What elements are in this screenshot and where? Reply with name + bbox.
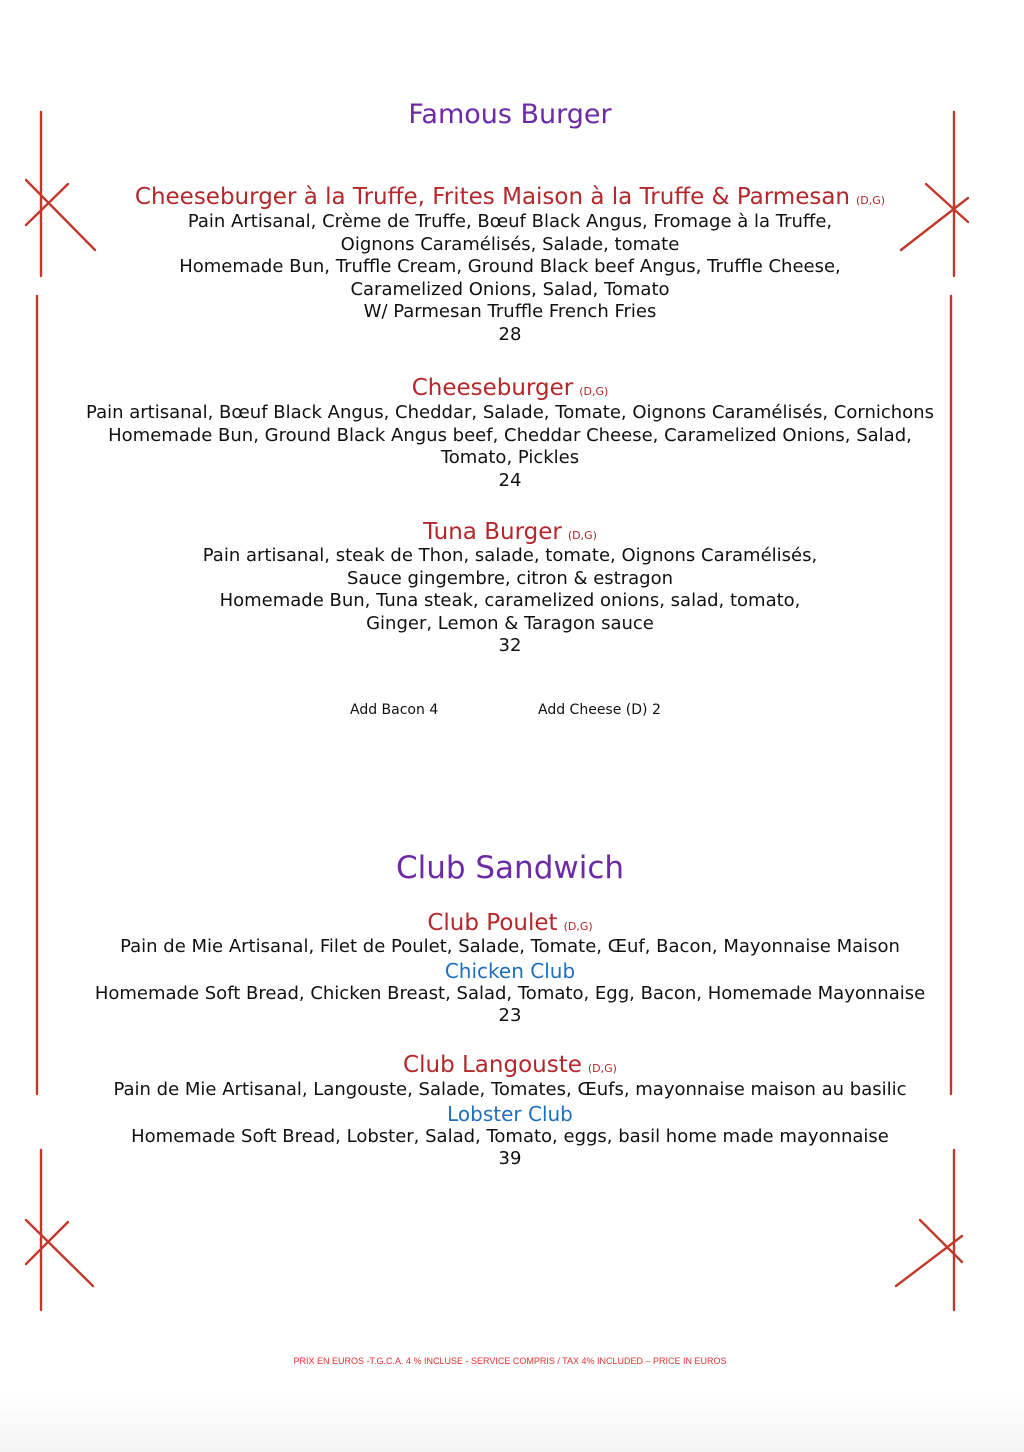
item-price: 32	[498, 635, 522, 656]
description-line: Homemade Bun, Truffle Cream, Ground Black beef Angus, Truffle Cheese,	[179, 256, 841, 277]
description-line: Pain Artisanal, Crème de Truffe, Bœuf Black Angus, Fromage à la Truffe,	[187, 211, 833, 232]
item-title: Club Poulet	[427, 910, 558, 936]
description-line: Oignons Caramélisés, Salade, tomate	[340, 233, 680, 255]
item-english-name: Chicken Club	[444, 958, 576, 983]
allergen-tag: (D,G)	[587, 1062, 617, 1075]
description-line: W/ Parmesan Truffle French Fries	[363, 301, 657, 322]
extra-cheese: Add Cheese (D) 2	[538, 702, 661, 718]
allergen-tag: (D,G)	[856, 194, 886, 207]
item-english-name: Lobster Club	[447, 1101, 573, 1126]
allergen-tag: (D,G)	[567, 529, 597, 542]
item-price: 24	[498, 469, 522, 491]
description-line: Ginger, Lemon & Taragon sauce	[366, 612, 654, 634]
description-line-fr: Pain de Mie Artisanal, Langouste, Salade, Tomates, Œufs, mayonnaise maison au basilic	[113, 1079, 907, 1100]
allergen-tag: (D,G)	[563, 920, 593, 933]
item-price: 23	[498, 1005, 522, 1026]
description-line: Tomato, Pickles	[440, 447, 580, 468]
description-line: Homemade Bun, Tuna steak, caramelized onions, salad, tomato,	[219, 590, 801, 611]
item-description-truffle-cheeseburger	[0, 211, 1020, 346]
extra-bacon: Add Bacon 4	[350, 702, 439, 718]
item-price: 39	[498, 1148, 522, 1169]
item-title: Club Langouste	[403, 1052, 582, 1078]
description-line: Sauce gingembre, citron & estragon	[346, 567, 674, 589]
description-line-fr: Pain de Mie Artisanal, Filet de Poulet, Salade, Tomate, Œuf, Bacon, Mayonnaise Maison	[120, 936, 900, 957]
item-description-tuna-burger	[0, 545, 1020, 658]
item-title: Cheeseburger à la Truffe, Frites Maison à la Truffe & Parmesan	[134, 184, 851, 210]
section-title-club-sandwich: Club Sandwich	[395, 850, 625, 886]
item-description-club-poulet	[0, 936, 1020, 1028]
star-ornament-bottom-right	[896, 1150, 962, 1310]
bottom-shade	[0, 1392, 1024, 1452]
description-line-en: Homemade Soft Bread, Lobster, Salad, Tomato, eggs, basil home made mayonnaise	[131, 1125, 889, 1147]
description-line: Homemade Bun, Ground Black Angus beef, Cheddar Cheese, Caramelized Onions, Salad,	[108, 424, 912, 446]
item-description-cheeseburger	[0, 402, 1020, 492]
footer-tax-notice: PRIX EN EUROS -T.G.C.A. 4 % INCLUSE - SERVICE COMPRIS / TAX 4% INCLUDED – PRICE IN EUROS	[293, 1356, 727, 1366]
section-title-burgers: Famous Burger	[408, 99, 612, 130]
item-title: Tuna Burger	[423, 519, 562, 545]
description-line: Caramelized Onions, Salad, Tomato	[350, 278, 670, 300]
star-ornament-bottom-left	[26, 1150, 93, 1310]
allergen-tag: (D,G)	[579, 385, 609, 398]
item-description-club-langouste	[0, 1079, 1020, 1171]
description-line: Pain artisanal, Bœuf Black Angus, Cheddar, Salade, Tomate, Oignons Caramélisés, Cornichons	[86, 402, 934, 423]
description-line: Pain artisanal, steak de Thon, salade, tomate, Oignons Caramélisés,	[202, 545, 818, 566]
description-line-en: Homemade Soft Bread, Chicken Breast, Salad, Tomato, Egg, Bacon, Homemade Mayonnaise	[94, 982, 926, 1004]
item-title: Cheeseburger	[411, 375, 574, 401]
item-price: 28	[498, 323, 522, 345]
